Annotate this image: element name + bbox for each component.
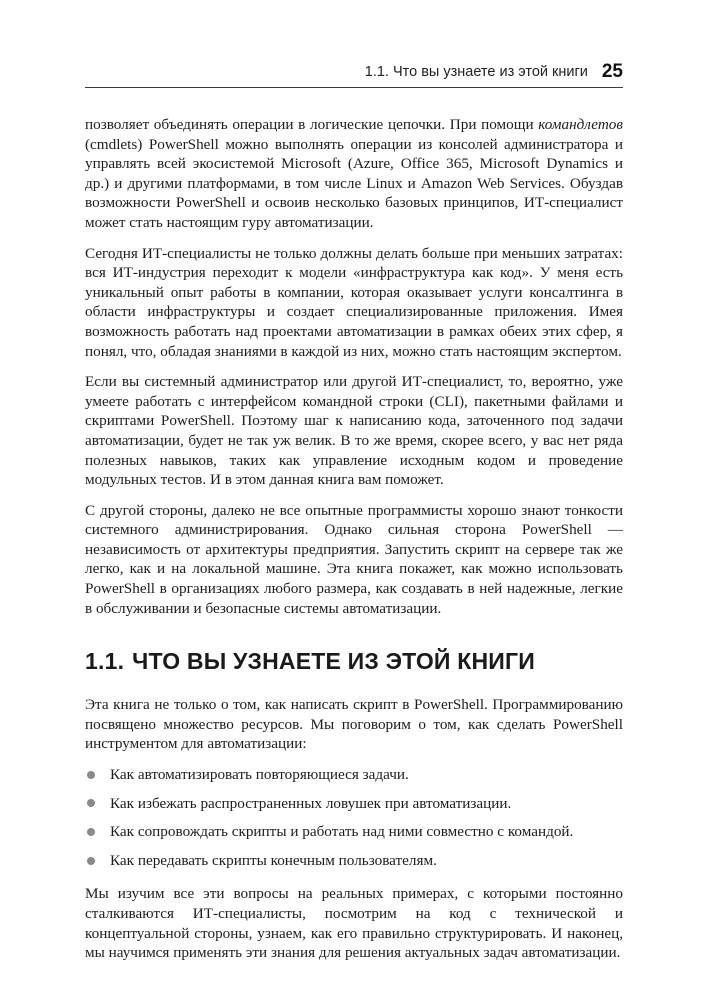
list-item-text: Как избежать распространенных ловушек при автоматизации.: [110, 794, 512, 812]
paragraph-text: (cmdlets) PowerShell можно выполнять операции из консолей администратора и управлять всей экосистемой Microsoft (Azure, Office 365, Microsoft Dynamics и др.) и другими платформами, в том числе Linux и Amazon Web Services. Обуздав возможности PowerShell и освоив несколько базовых принципов, ИТ-специалист может стать настоящим гуру автоматизации.: [85, 135, 623, 231]
paragraph-infrastructure-as-code: Сегодня ИТ-специалисты не только должны делать больше при меньших затратах: вся ИТ-индустрия переходит к модели «инфраструктура как код». У меня есть уникальный опыт работы в компании, которая оказывает услуги консалтинга в области инфраструктуры и создает специализированные приложения. Имея возможность работать над проектами автоматизации в рамках обеих этих сфер, я понял, что, обладая знаниями в каждой из них, можно стать настоящим экспертом.: [85, 244, 623, 360]
bullet-icon: [87, 857, 95, 865]
list-item: [85, 794, 623, 814]
list-item-text: Как передавать скрипты конечным пользователям.: [110, 851, 437, 869]
paragraph-cmdlets: [85, 115, 623, 233]
bullet-icon: [87, 799, 95, 807]
list-item: [85, 851, 623, 871]
emphasis-term: командлетов: [538, 116, 623, 133]
paragraph-programmers: С другой стороны, далеко не все опытные программисты хорошо знают тонкости системного администрирования. Однако сильная сторона PowerShell — независимость от архитектуры предприятия. Запустить скрипт на сервере так же легко, как и на локальной машине. Эта книга покажет, как можно использовать PowerShell в организациях любого размера, как создавать в ней надежные, легкие в обслуживании и безопасные системы автоматизации.: [85, 501, 623, 617]
list-item-text: Как сопровождать скрипты и работать над ними совместно с командой.: [110, 823, 574, 841]
running-header: [85, 57, 623, 88]
bullet-icon: [87, 828, 95, 836]
bullet-list: [85, 765, 623, 870]
list-item: [85, 765, 623, 785]
page-number: 25: [601, 61, 623, 82]
list-item: [85, 822, 623, 842]
bullet-icon: [87, 771, 95, 779]
paragraph-sysadmin: Если вы системный администратор или другой ИТ-специалист, то, вероятно, уже умеете работать с интерфейсом командной строки (CLI), пакетными файлами и скриптами PowerShell. Поэтому шаг к написанию кода, заточенного под задачи автоматизации, будет не так уж велик. В то же время, скорее всего, у вас нет ряда полезных навыков, таких как управление исходным кодом и проведение модульных тестов. И в этом данная книга вам поможет.: [85, 373, 623, 489]
section-heading: [85, 648, 623, 675]
body-text: [85, 115, 623, 974]
paragraph-text: позволяет объединять операции в логические цепочки. При помощи: [85, 116, 539, 133]
section-number: 1.1.: [85, 648, 125, 675]
section-intro: Эта книга не только о том, как написать скрипт в PowerShell. Программированию посвящено множество ресурсов. Мы поговорим о том, как сделать PowerShell инструментом для автоматизации:: [85, 696, 623, 753]
list-item-text: Как автоматизировать повторяющиеся задачи.: [110, 766, 409, 784]
section-title: ЧТО ВЫ УЗНАЕТЕ ИЗ ЭТОЙ КНИГИ: [132, 648, 535, 675]
section-closing: Мы изучим все эти вопросы на реальных примерах, с которыми постоянно сталкиваются ИТ-специалисты, посмотрим на код с технической и концептуальной стороны, узнаем, как его правильно структурировать. И наконец, мы научимся применять эти знания для решения актуальных задач автоматизации.: [85, 885, 623, 962]
running-title: 1.1. Что вы узнаете из этой книги: [364, 64, 588, 80]
